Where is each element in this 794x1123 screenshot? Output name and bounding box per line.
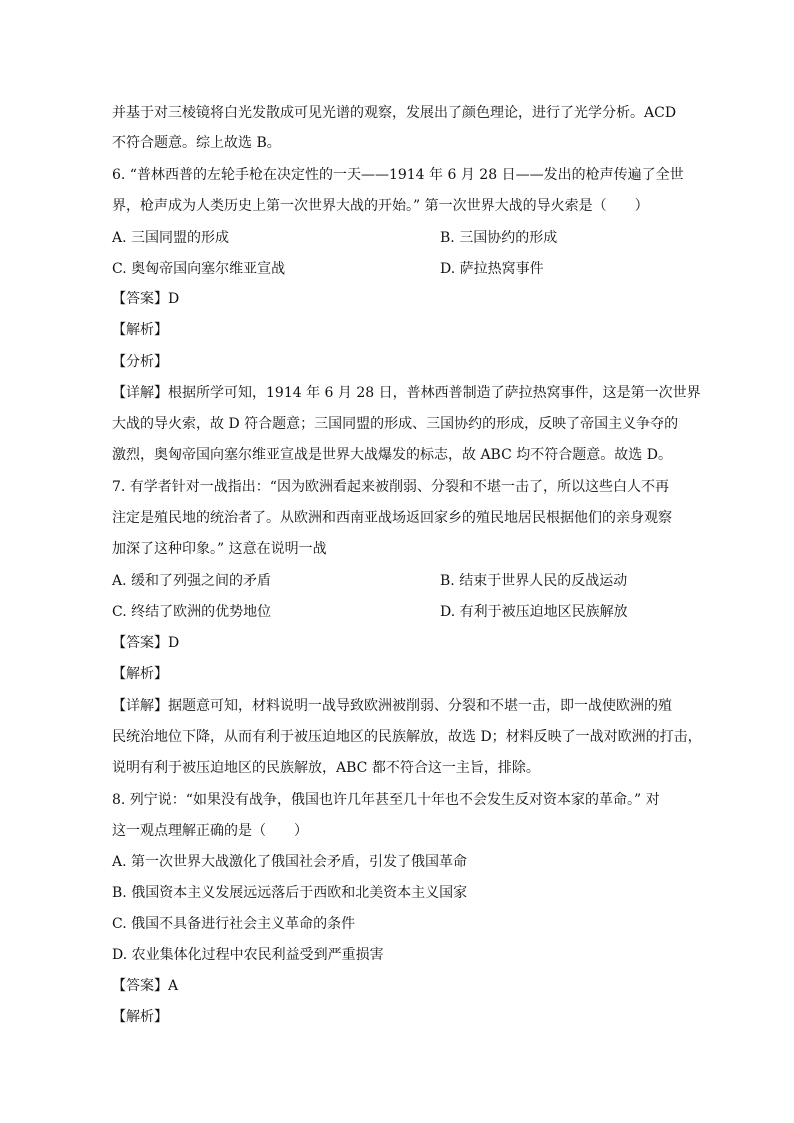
q8-option-a: A. 第一次世界大战激化了俄国社会矛盾，引发了俄国革命 [112, 854, 468, 870]
q6-fenxi-heading: 【分析】 [112, 354, 168, 370]
q8-stem-line-2: 这一观点理解正确的是（ ） [112, 823, 308, 839]
q8-option-b: B. 俄国资本主义发展远远落后于西欧和北美资本主义国家 [112, 885, 468, 901]
q6-stem-line-2: 界，枪声成为人类历史上第一次世界大战的开始。” 第一次世界大战的导火索是（ ） [112, 198, 649, 214]
q6-answer: 【答案】D [112, 291, 180, 307]
q7-analysis-heading: 【解析】 [112, 666, 168, 682]
q6-option-b: B. 三国协约的形成 [440, 230, 558, 246]
intro-line-1: 并基于对三棱镜将白光发散成可见光谱的观察，发展出了颜色理论，进行了光学分析。ACD [112, 105, 677, 121]
q7-detail-line-3: 说明有利于被压迫地区的民族解放，ABC 都不符合这一主旨，排除。 [112, 760, 540, 776]
q6-detail-line-2: 大战的导火索，故 D 符合题意；三国同盟的形成、三国协约的形成，反映了帝国主义争夺的 [112, 416, 679, 432]
q7-option-c: C. 终结了欧洲的优势地位 [112, 604, 272, 620]
q8-answer: 【答案】A [112, 978, 179, 994]
q6-stem-line-1: 6. “普林西普的左轮手枪在决定性的一天——1914 年 6 月 28 日——发出的枪声传遍了全世 [112, 167, 684, 183]
q7-stem-line-3: 加深了这种印象。” 这意在说明一战 [112, 541, 327, 557]
q6-option-c: C. 奥匈帝国向塞尔维亚宣战 [112, 261, 286, 277]
q7-stem-line-1: 7. 有学者针对一战指出：“因为欧洲看起来被削弱、分裂和不堪一击了，所以这些白人不再 [112, 479, 669, 495]
intro-line-2: 不符合题意。综上故选 B。 [112, 135, 281, 151]
q8-stem-line-1: 8. 列宁说：“如果没有战争，俄国也许几年甚至几十年也不会发生反对资本家的革命。” 对 [112, 792, 660, 808]
q7-detail-line-2: 民统治地位下降，从而有利于被压迫地区的民族解放，故选 D；材料反映了一战对欧洲的打击， [112, 729, 702, 745]
q7-option-d: D. 有利于被压迫地区民族解放 [440, 604, 628, 620]
q6-detail-line-3: 激烈，奥匈帝国向塞尔维亚宣战是世界大战爆发的标志，故 ABC 均不符合题意。故选 D。 [112, 447, 672, 463]
q6-detail-line-1: 【详解】根据所学可知，1914 年 6 月 28 日，普林西普制造了萨拉热窝事件，这是第一次世界 [112, 385, 701, 401]
q6-option-a: A. 三国同盟的形成 [112, 230, 230, 246]
q7-stem-line-2: 注定是殖民地的统治者了。从欧洲和西南亚战场返回家乡的殖民地居民根据他们的亲身观察 [112, 510, 672, 526]
q6-option-d: D. 萨拉热窝事件 [440, 261, 544, 277]
q8-analysis-heading: 【解析】 [112, 1009, 168, 1025]
q6-analysis-heading: 【解析】 [112, 322, 168, 338]
q7-option-a: A. 缓和了列强之间的矛盾 [112, 573, 272, 589]
q8-option-c: C. 俄国不具备进行社会主义革命的条件 [112, 916, 356, 932]
q7-option-b: B. 结束于世界人民的反战运动 [440, 573, 628, 589]
q7-detail-line-1: 【详解】据题意可知，材料说明一战导致欧洲被削弱、分裂和不堪一击，即一战使欧洲的殖 [112, 698, 672, 714]
q8-option-d: D. 农业集体化过程中农民利益受到严重损害 [112, 947, 384, 963]
q7-answer: 【答案】D [112, 635, 180, 651]
